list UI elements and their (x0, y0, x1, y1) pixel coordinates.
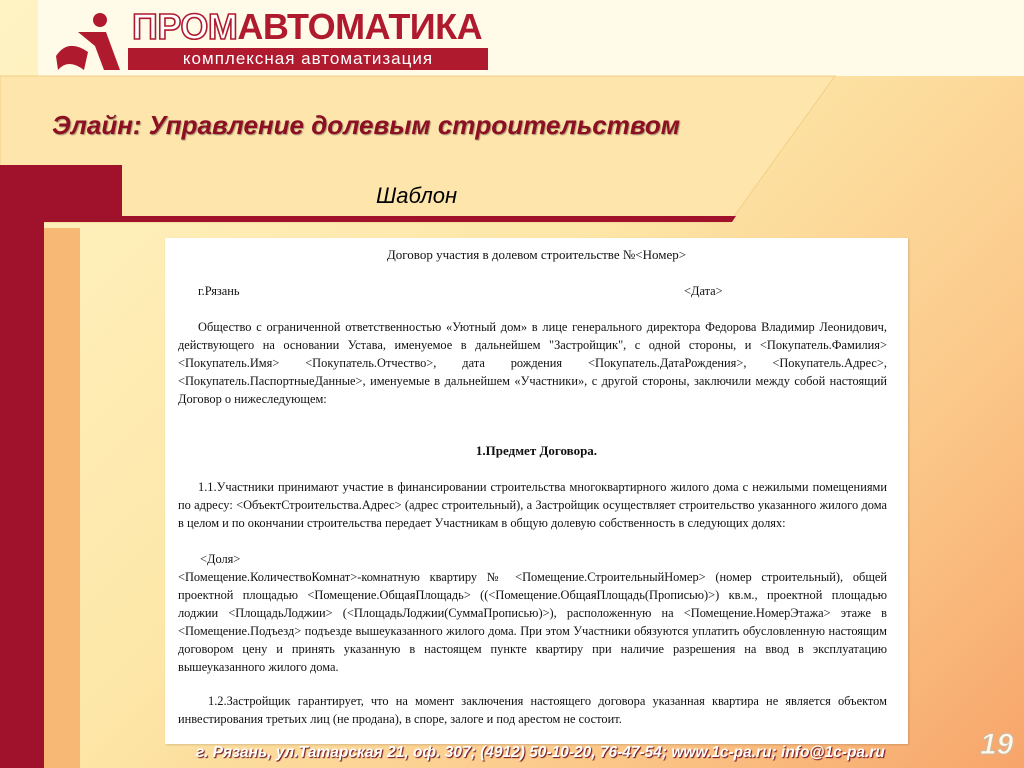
clause-1-2: 1.2.Застройщик гарантирует, что на момент заключения настоящего договора указанная квартира не является объектом инвестирования третьих лиц (не продана), в споре, залоге и под арестом не состоит. (178, 694, 887, 726)
footer-contacts: г. Рязань, ул.Татарская 21, оф. 307; (4912) 50-10-20, 76-47-54; www.1c-pa.ru; info@1c-pa.ru (196, 744, 885, 761)
subtitle-crimson-strip (44, 165, 122, 222)
banner-underline (44, 216, 736, 222)
document-preamble: Общество с ограниченной ответственностью «Уютный дом» в лице генерального директора Федорова Владимир Леонидович, действующего на основании Устава, именуемое в дальнейшем "Застройщик", с одной стороны, и <Покупатель.Фамилия> <Покупатель.Имя> <Покупатель.Отчество>, дата рождения <Покупатель.ДатаРождения>, <Покупатель.Адрес>, <Покупатель.ПаспортныеДанные>, именуемые в дальнейшем «Участники», с другой стороны, заключили между собой настоящий Договор о нижеследующем: (178, 320, 887, 406)
slide-subtitle: Шаблон (376, 183, 458, 208)
brand-name (132, 8, 482, 46)
page-number: 19 (980, 728, 1014, 761)
brand-part-1: ПРОМ (132, 6, 238, 47)
section-heading: 1.Предмет Договора. (475, 443, 598, 458)
slide-title: Элайн: Управление долевым строительством (52, 110, 680, 140)
clause-1-1: 1.1.Участники принимают участие в финансировании строительства многоквартирного жилого дома с нежилыми помещениями по адресу: <ОбъектСтроительства.Адрес> (адрес строительный), а Застройщик осуществляет строительство указанного жилого дома в целом и по окончании строительства передает Участникам в общую долевую собственность в следующих долях: (178, 480, 887, 530)
left-crimson-bar (0, 165, 44, 768)
apartment-description: <Помещение.КоличествоКомнат>-комнатную квартиру № <Помещение.СтроительныйНомер> (номер строительный), общей проектной площадью <Помещение.ОбщаяПлощадь> ((<Помещение.ОбщаяПлощадь(Прописью)>) кв.м., проектной площадью лоджии <ПлощадьЛоджии> (<ПлощадьЛоджии(СуммаПрописью)>), расположенную на <Помещение.НомерЭтажа> этаже в <Помещение.Подъезд> подъезде вышеуказанного жилого дома. При этом Участники обязуются уплатить обусловленную настоящим договором цену и принять указанную в настоящем пункте квартиру при наличие разрешения на ввод в эксплуатацию вышеуказанного жилого дома. (178, 570, 887, 674)
brand-part-2: АВТОМАТИКА (237, 6, 483, 47)
document-title: Договор участия в долевом строительстве №<Номер> (386, 247, 687, 262)
company-logo (48, 6, 498, 74)
left-orange-bar (44, 228, 80, 768)
document-screenshot (165, 238, 908, 744)
document-city: г.Рязань (198, 284, 240, 298)
share-placeholder: <Доля> (200, 552, 241, 566)
document-date: <Дата> (684, 284, 723, 298)
logo-figure-icon (48, 12, 128, 72)
brand-tagline: комплексная автоматизация (128, 48, 488, 70)
